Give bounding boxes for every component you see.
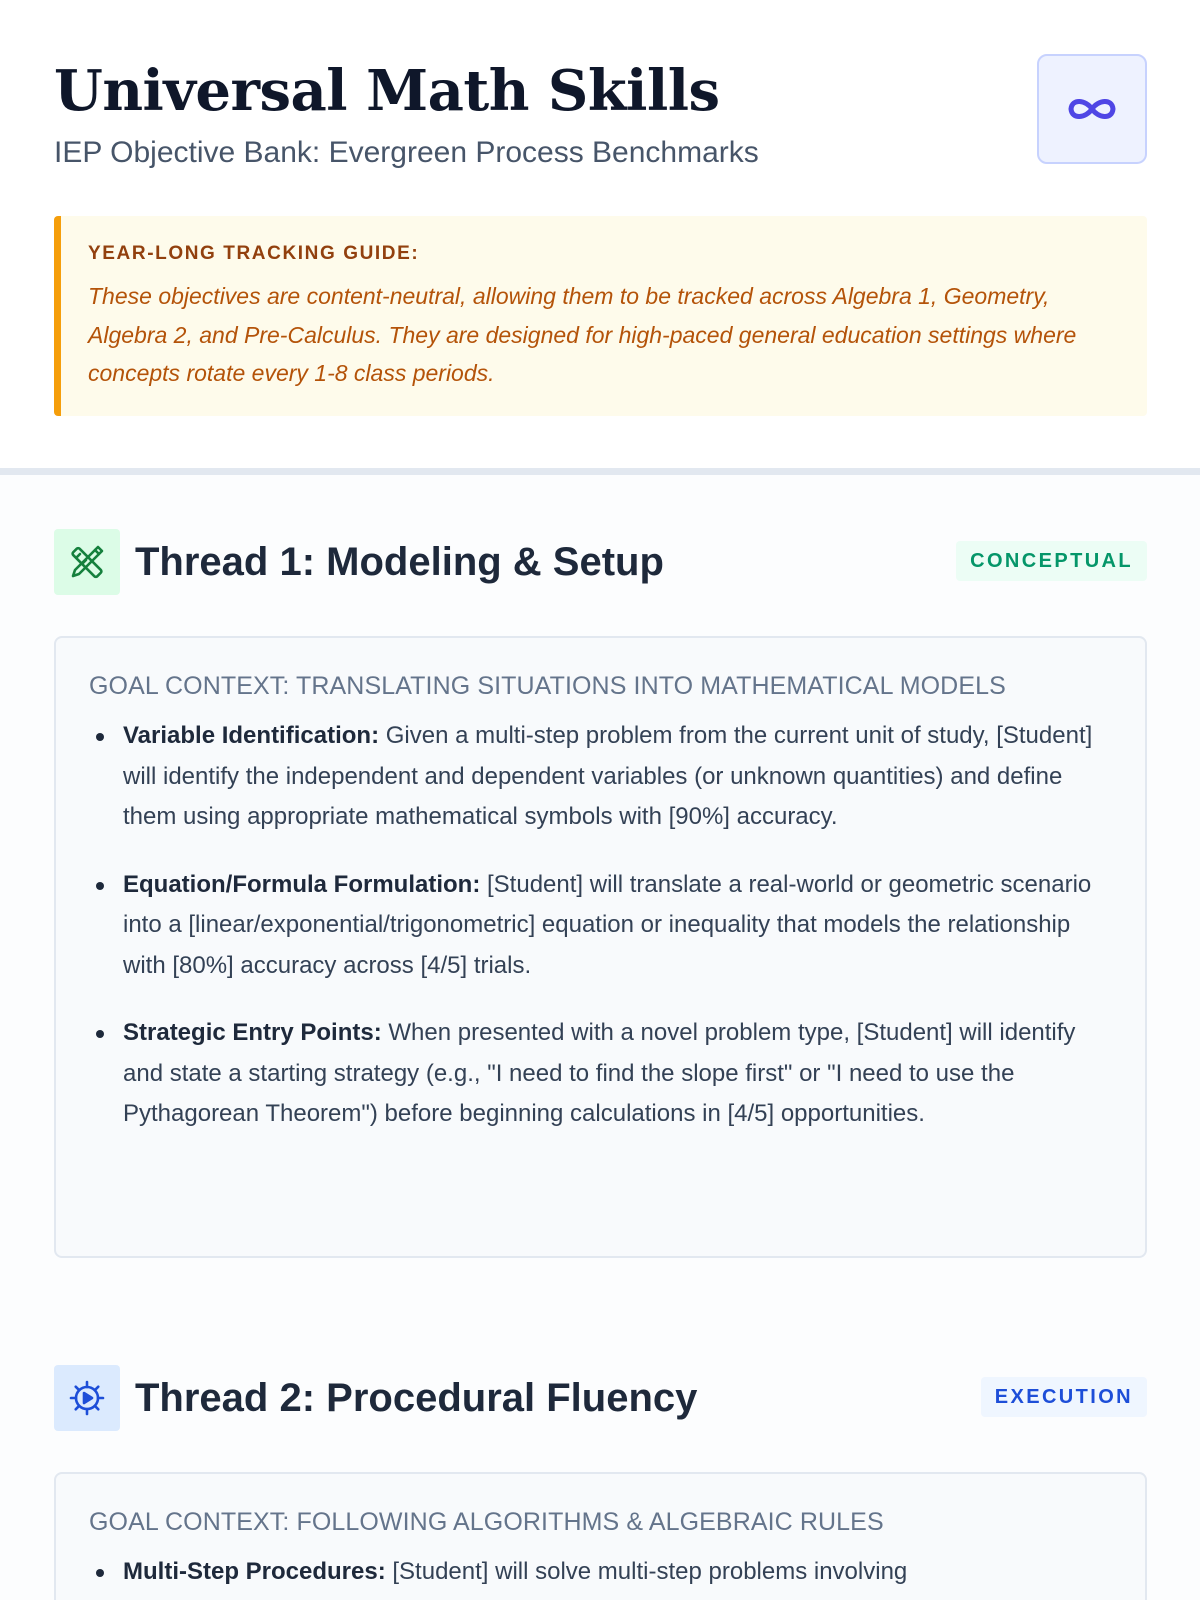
thread-2-title: Thread 2: Procedural Fluency — [135, 1376, 698, 1420]
guide-text: These objectives are content-neutral, allowing them to be tracked across Algebra 1, Geometry, Algebra 2, and Pre-Calculus. They are designed for high-paced general education settings where concepts rotate every 1-8 class periods. — [88, 283, 1077, 386]
infinity-icon — [1066, 95, 1118, 123]
list-item — [89, 1013, 1107, 1135]
thread-1-title: Thread 1: Modeling & Setup — [135, 540, 664, 584]
thread-1-badge: CONCEPTUAL — [956, 541, 1147, 581]
objective-list — [89, 716, 1107, 1135]
section-divider — [0, 468, 1200, 475]
goal-context: GOAL CONTEXT: FOLLOWING ALGORITHMS & ALGEBRAIC RULES — [89, 1508, 884, 1536]
objective-label: Strategic Entry Points: — [123, 1019, 382, 1046]
gear-icon — [54, 1365, 120, 1431]
objective-text: [Student] will translate a real-world or geometric scenario into a [linear/exponential/trigonometric] equation or inequality that models the relationship with [80%] accuracy across [4/5] trials. — [123, 870, 1092, 979]
guide-label: YEAR-LONG TRACKING GUIDE: — [88, 243, 420, 264]
objective-text: [Student] will solve multi-step problems involving — [392, 1558, 908, 1585]
page-header — [0, 0, 1200, 474]
tracking-guide-callout — [54, 216, 1147, 416]
objective-label: Variable Identification: — [123, 722, 380, 749]
list-item — [89, 865, 1107, 987]
page-subtitle: IEP Objective Bank: Evergreen Process Benchmarks — [54, 136, 759, 169]
page-title: Universal Math Skills — [54, 58, 720, 124]
logo — [1037, 54, 1147, 164]
list-item — [89, 716, 1107, 838]
thread-2-header — [54, 1365, 1147, 1431]
objective-label: Multi-Step Procedures: — [123, 1558, 386, 1585]
thread-1-header — [54, 529, 1147, 595]
threads-section — [0, 475, 1200, 1600]
objective-list — [89, 1552, 1107, 1593]
list-item — [89, 1552, 1107, 1593]
thread-2-badge: EXECUTION — [981, 1377, 1147, 1417]
thread-1-card — [54, 636, 1147, 1258]
pencil-ruler-icon — [54, 529, 120, 595]
objective-label: Equation/Formula Formulation: — [123, 870, 481, 898]
thread-2-card — [54, 1472, 1147, 1600]
objective-text: When presented with a novel problem type, [Student] will identify and state a starting strategy (e.g., "I need to find the slope first" or "I need to use the Pythagorean Theorem") before beginning calculations in [4/5] opportunities. — [123, 1019, 1076, 1127]
goal-context: GOAL CONTEXT: TRANSLATING SITUATIONS INTO MATHEMATICAL MODELS — [89, 672, 1006, 700]
objective-text: Given a multi-step problem from the current unit of study, [Student] will identify the independent and dependent variables (or unknown quantities) and define them using appropriate mathematical symbols with [90%] accuracy. — [123, 722, 1093, 830]
